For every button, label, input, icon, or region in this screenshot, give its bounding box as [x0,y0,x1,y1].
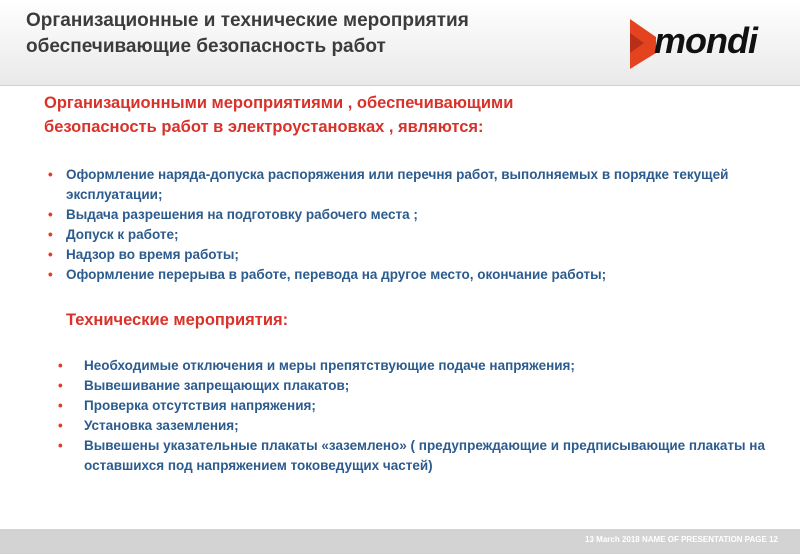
technical-measures-heading: Технические мероприятия: [66,311,289,329]
technical-measures-list [56,356,766,476]
slide-footer [0,529,800,554]
list-item: • Оформление перерыва в работе, перевода на другое место, окончание работы; [46,265,746,285]
organizational-measures-list [46,165,746,285]
list-item: • Допуск к работе; [46,225,746,245]
list-item: • Оформление наряда-допуска распоряжения или перечня работ, выполняемых в порядке текущей эксплуатации; [46,165,746,205]
mondi-logo [626,16,786,72]
slide-header [0,0,800,86]
organizational-heading-line-2: безопасность работ в электроустановках , являются: [44,118,484,136]
list-item: • Необходимые отключения и меры препятствующие подаче напряжения; [56,356,766,376]
slide-title-line-1: Организационные и технические мероприятия [26,10,469,31]
list-item: • Надзор во время работы; [46,245,746,265]
mondi-logo-text: mondi [654,20,757,61]
list-item: • Вывешивание запрещающих плакатов; [56,376,766,396]
list-item: • Выдача разрешения на подготовку рабочего места ; [46,205,746,225]
organizational-heading-line-1: Организационными мероприятиями , обеспечивающими [44,94,514,112]
slide-title-line-2: обеспечивающие безопасность работ [26,36,386,57]
list-item: • Проверка отсутствия напряжения; [56,396,766,416]
list-item: • Вывешены указательные плакаты «заземлено» ( предупреждающие и предписывающие плакаты на оставшихся под напряжением токоведущих частей) [56,436,766,476]
footer-text: 13 March 2018 NAME OF PRESENTATION PAGE 12 [585,535,778,544]
organizational-measures-heading [44,91,744,139]
slide-title [26,8,586,60]
list-item: • Установка заземления; [56,416,766,436]
